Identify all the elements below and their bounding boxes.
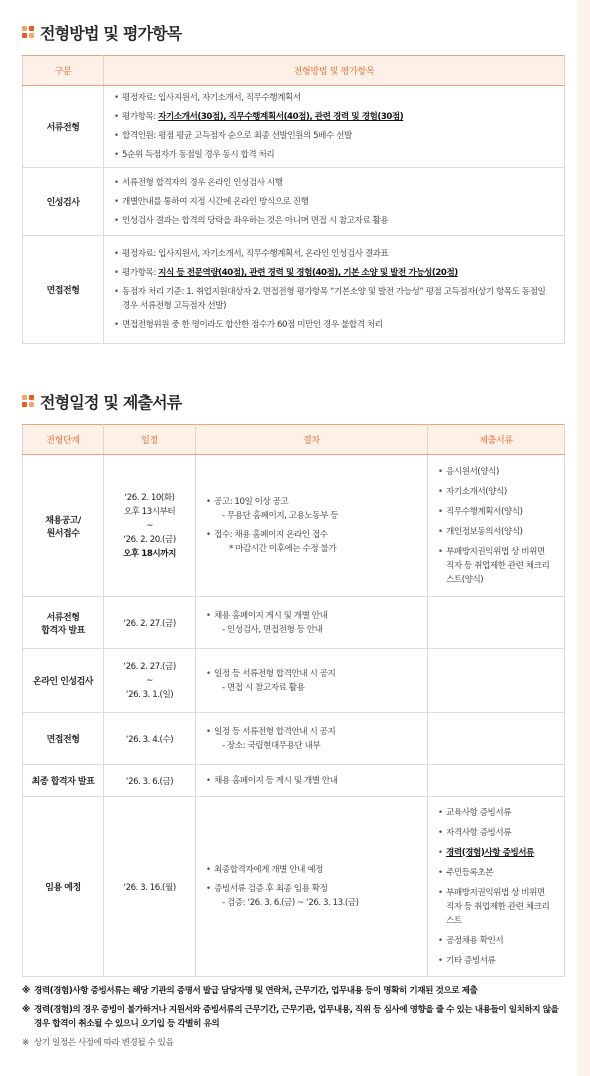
row-label: 면접전형 [23,236,104,344]
schedule-date: ‘26. 3. 4.(수) [104,713,196,765]
list-item: • 부패방지권익위법 상 비위면직자 등 취업제한 관련 체크리스트(양식) [438,545,552,587]
list-item: • 인성검사 결과는 합격의 당락을 좌우하는 것은 아니며 면접 시 참고자료 활용 [114,214,552,228]
col-header: 전형단계 [23,425,104,455]
procedure [196,765,428,797]
documents [428,455,565,597]
table-row [23,86,565,168]
list-item: • 일정 등 서류전형 합격안내 시 공지 - 장소: 국립현대무용단 내부 [206,725,415,753]
stage-label: 임용 예정 [23,797,104,977]
schedule-date: ‘26. 2. 27.(금) [104,597,196,649]
row-content [104,86,565,168]
schedule-table [22,424,565,977]
col-header: 제출서류 [428,425,565,455]
squares-icon [22,26,34,38]
list-item: • 부패방지권익위법 상 비위면직자 등 취업제한 관련 체크리스트 [438,886,552,928]
table-row [23,765,565,797]
col-header: 전형방법 및 평가항목 [104,56,565,86]
schedule-date: ‘26. 3. 6.(금) [104,765,196,797]
table-row [23,797,565,977]
list-item: • 증빙서류 검증 후 최종 임용 확정 - 검증: ‘26. 3. 6.(금) ~ ‘26. 3. 13.(금) [206,882,415,910]
list-item: • 교육사항 증빙서류 [438,806,552,820]
list-item: • 자기소개서(양식) [438,485,552,499]
list-item: • 주민등록초본 [438,866,552,880]
notes [22,984,564,1055]
col-header: 구분 [23,56,104,86]
table-row [23,455,565,597]
stage-label: 서류전형 합격자 발표 [23,597,104,649]
side-margin [578,0,590,1076]
list-item: • 최종합격자에게 개별 안내 예정 [206,863,415,877]
list-item: • 경력(경험)사항 증빙서류 [438,846,552,860]
list-item: • 개별안내를 통하여 지정 시간에 온라인 방식으로 진행 [114,195,552,209]
procedure [196,713,428,765]
documents [428,597,565,649]
procedure [196,649,428,713]
list-item: • 공고: 10일 이상 공고 - 무용단 홈페이지, 고용노동부 등 [206,495,415,523]
list-item: • 응시원서(양식) [438,465,552,479]
documents [428,649,565,713]
table-row [23,597,565,649]
stage-label: 최종 합격자 발표 [23,765,104,797]
list-item: • 자격사항 증빙서류 [438,826,552,840]
list-item: • 기타 증빙서류 [438,954,552,968]
list-item: • 평가항목: 자기소개서(30점), 직무수행계획서(40점), 관련 경력 및 경험(30점) [114,110,552,124]
row-label: 인성검사 [23,168,104,236]
procedure [196,597,428,649]
list-item: • 채용 홈페이지 게시 및 개별 안내 - 인성검사, 면접전형 등 안내 [206,609,415,637]
table-row [23,649,565,713]
table-row [23,713,565,765]
stage-label: 면접전형 [23,713,104,765]
schedule-date: ‘26. 2. 10(화) 오후 13시부터 ~ ‘26. 2. 20.(금) 오후 18시까지 [104,455,196,597]
note: ※ 상기 일정은 사정에 따라 변경될 수 있음 [22,1038,174,1048]
list-item: • 일정 등 서류전형 합격안내 시 공지 - 면접 시 참고자료 활용 [206,667,415,695]
evaluation-table [22,55,565,344]
procedure [196,455,428,597]
list-item: • 평정자료: 입사지원서, 자기소개서, 직무수행계획서 [114,91,552,105]
table-row [23,236,565,344]
list-item: • 동점자 처리 기준: 1. 취업지원대상자 2. 면접전형 평가항목 “기본소양 및 발전 가능성” 평점 고득점자(상기 항목도 동점일 경우 서류전형 고득점자 선발) [114,285,552,313]
list-item: • 면접전형위원 중 한 명이라도 합산한 점수가 60점 미만인 경우 불합격 처리 [114,318,552,332]
col-header: 일정 [104,425,196,455]
list-item: • 접수: 채용 홈페이지 온라인 접수 * 마감시간 이후에는 수정 불가 [206,528,415,556]
schedule-date: ‘26. 2. 27.(금) ~ ‘26. 3. 1.(일) [104,649,196,713]
row-label: 서류전형 [23,86,104,168]
row-content [104,236,565,344]
note: ※ 경력(경험)의 경우 증빙이 불가하거나 지원서와 증빙서류의 근무기간, 근무기관, 업무내용, 직위 등 심사에 영향을 줄 수 있는 내용들이 일치하지 않을 경우 합격이 취소될 수 있으니 오기입 등 각별히 유의 [22,1005,559,1029]
underlined-emphasis: 지식 등 전문역량(40점), 관련 경력 및 경험(40점), 기본 소양 및 발전 가능성(20점) [158,268,458,278]
stage-label: 채용공고/ 원서접수 [23,455,104,597]
schedule-date: ‘26. 3. 16.(월) [104,797,196,977]
documents [428,765,565,797]
section-heading: 전형일정 및 제출서류 [40,392,182,412]
section-title-evaluation [22,20,181,44]
note: ※ 경력(경험)사항 증빙서류는 해당 기관의 증명서 발급 담당자명 및 연락처, 근무기간, 업무내용 등이 명확히 기재된 것으로 제출 [22,986,478,996]
list-item: • 5순위 득점자가 동점일 경우 동시 합격 처리 [114,148,552,162]
procedure [196,797,428,977]
list-item: • 공정채용 확인서 [438,934,552,948]
list-item: • 평가항목: 지식 등 전문역량(40점), 관련 경력 및 경험(40점), 기본 소양 및 발전 가능성(20점) [114,266,552,280]
section-heading: 전형방법 및 평가항목 [40,23,182,43]
stage-label: 온라인 인성검사 [23,649,104,713]
row-content [104,168,565,236]
list-item: • 직무수행계획서(양식) [438,505,552,519]
documents [428,713,565,765]
section-title-schedule [22,389,181,413]
documents [428,797,565,977]
table-row [23,168,565,236]
list-item: • 평정자료: 입사지원서, 자기소개서, 직무수행계획서, 온라인 인성검사 결과표 [114,247,552,261]
list-item: • 합격인원: 평점 평균 고득점자 순으로 최종 선발인원의 5배수 선발 [114,129,552,143]
col-header: 절차 [196,425,428,455]
list-item: • 개인정보동의서(양식) [438,525,552,539]
underlined-emphasis: 자기소개서(30점), 직무수행계획서(40점), 관련 경력 및 경험(30점) [158,112,404,122]
squares-icon [22,395,34,407]
list-item: • 서류전형 합격자의 경우 온라인 인성검사 시행 [114,176,552,190]
list-item: • 채용 홈페이지 등 게시 및 개별 안내 [206,774,415,788]
